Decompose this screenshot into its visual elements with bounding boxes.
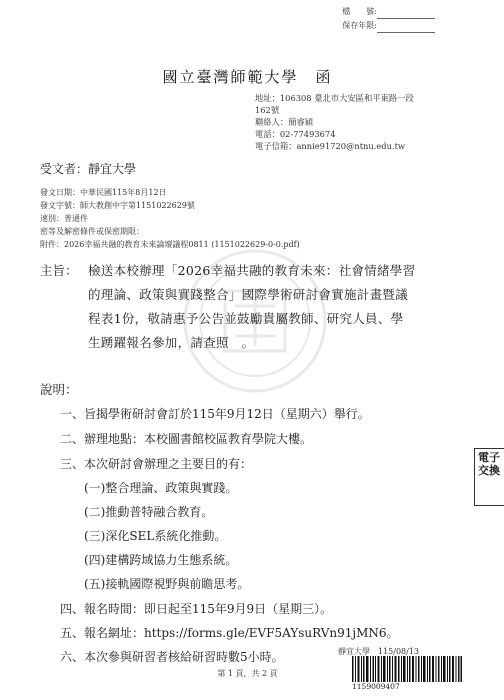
electronic-exchange-stamp: 電子交換 [474, 448, 504, 506]
archive-number-line [377, 18, 435, 19]
explanation-item: 二、辦理地點：本校圖書館校區教育學院大樓。 [60, 432, 313, 446]
sender-address-line2: 162號 [255, 105, 280, 115]
sender-email[interactable]: 電子信箱：annie91720@ntnu.edu.tw [255, 141, 406, 151]
subject-line: 的理論、政策與實踐整合」國際學術研討會實施計畫暨議 [88, 287, 409, 302]
recipient: 受文者：靜宜大學 [40, 162, 137, 176]
objective-item: (三)深化SEL系統化推動。 [84, 529, 227, 543]
issue-number: 發文字號：師大教創中字第1151022629號 [40, 201, 195, 210]
explanation-item: 六、本次參與研習者核給研習時數5小時。 [60, 650, 284, 664]
archive-number-label: 檔 號: [342, 7, 377, 16]
explanation-item: 三、本次研討會辦理之主要目的有： [60, 457, 253, 471]
retention-period-line [377, 32, 435, 33]
subject-line: 生踴躍報名參加，請查照 。 [88, 335, 255, 350]
explanation-item: 一、旨揭學術研討會訂於115年9月12日（星期六）舉行。 [60, 407, 370, 421]
explanation-label: 說明： [40, 382, 78, 397]
subject-line: 檢送本校辦理「2026幸福共融的教育未來：社會情緒學習 [88, 263, 416, 278]
objective-item: (一)整合理論、政策與實踐。 [84, 481, 238, 495]
attachment-link[interactable]: 附件：2026幸福共融的教育未來論壇議程0811 (1151022629-0-0.pdf) [40, 240, 300, 249]
document-title: 國立臺灣師範大學 函 [162, 68, 333, 86]
objective-item: (二)推動普特融合教育。 [84, 505, 214, 519]
sender-contact: 聯絡人：簡睿穎 [255, 117, 314, 127]
receiving-stamp-text: 靜宜大學 115/08/13 [338, 647, 420, 656]
sender-phone: 電話：02-77493674 [255, 129, 336, 139]
barcode-icon [352, 656, 462, 682]
objective-item: (四)建構跨域協力生態系統。 [84, 553, 238, 567]
subject-label: 主旨： [40, 263, 78, 278]
subject-line: 程表1份，敬請惠予公告並鼓勵貴屬教師、研究人員、學 [88, 311, 404, 326]
retention-period-label: 保存年限: [342, 21, 377, 30]
speed-class: 速別：普通件 [40, 214, 88, 223]
registration-url[interactable]: 五、報名網址：https://forms.gle/EVF5AYsuRVn91jMN6。 [60, 626, 399, 640]
objective-item: (五)接軌國際視野與前瞻思考。 [84, 577, 250, 591]
explanation-item: 四、報名時間：即日起至115年9月9日（星期三）。 [60, 602, 333, 616]
sender-address-line1: 地址：106308 臺北市大安區和平東路一段 [255, 93, 414, 103]
page-number: 第 1 頁，共 2 頁 [217, 669, 278, 678]
issue-date: 發文日期：中華民國115年8月12日 [40, 188, 167, 197]
secrecy-level: 密等及解密條件或保密期限： [40, 227, 144, 236]
barcode-number: 1159009407 [352, 682, 400, 691]
